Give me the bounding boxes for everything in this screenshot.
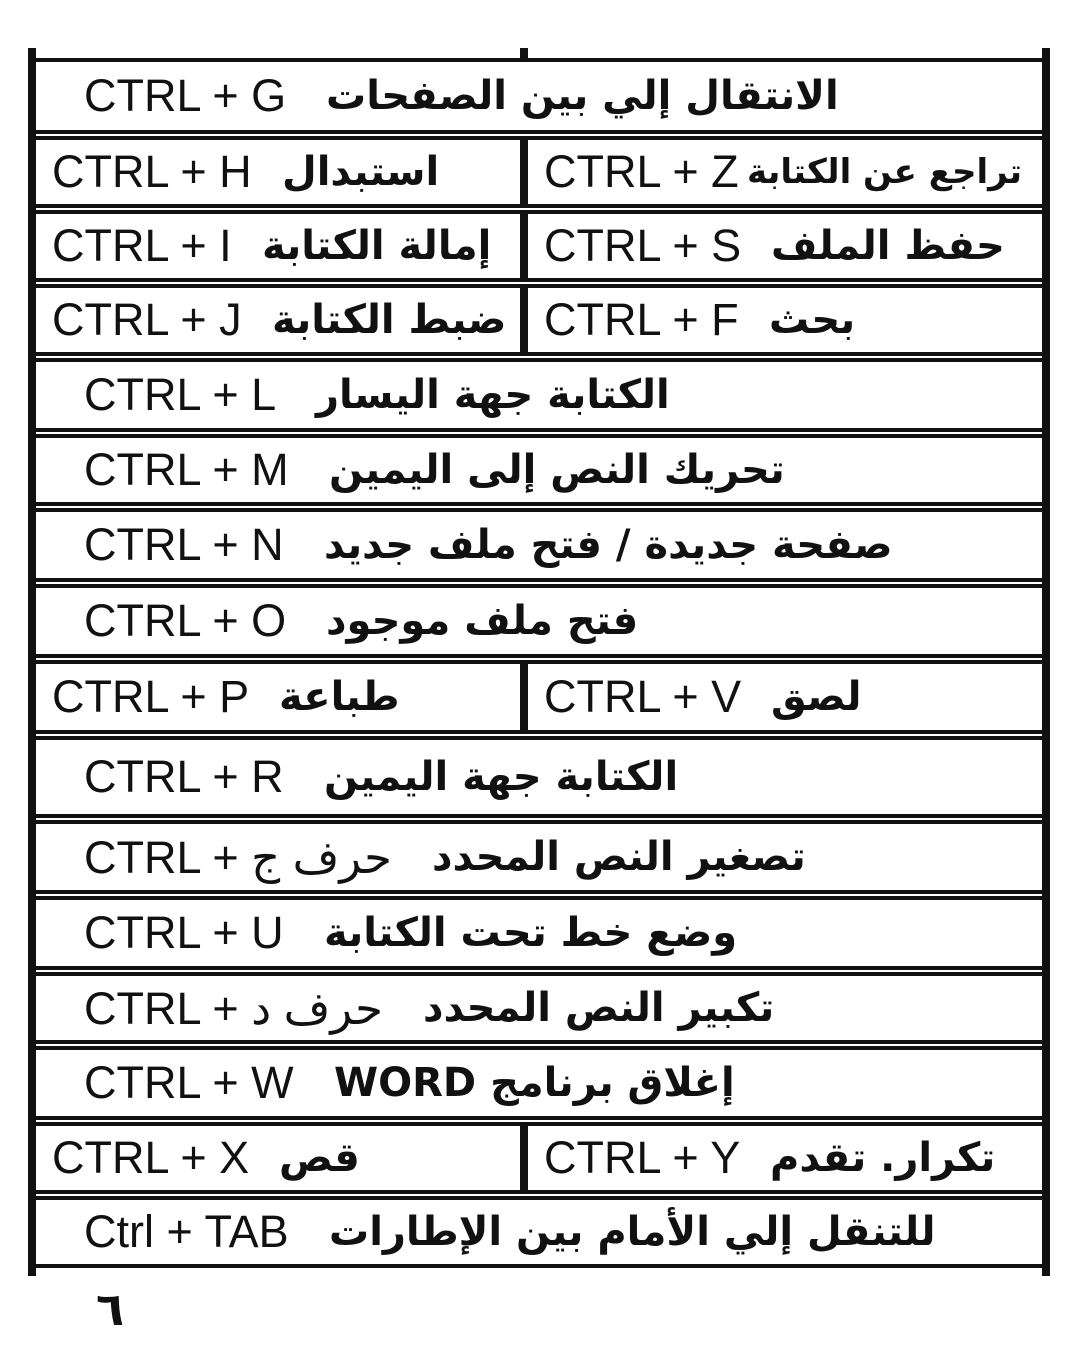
shortcut-description: الكتابة جهة اليسار <box>316 372 670 418</box>
table-row <box>28 1122 1050 1194</box>
table-cell <box>32 358 1046 432</box>
table-row <box>28 1196 1050 1268</box>
shortcut-description: لصق <box>771 674 862 720</box>
table-row <box>28 896 1050 970</box>
table-cell <box>32 58 1046 134</box>
shortcut-keys: CTRL + U <box>84 907 284 958</box>
table-cell-right <box>524 136 1046 208</box>
table-cell-right <box>524 1122 1046 1194</box>
shortcut-keys: CTRL + G <box>84 70 287 121</box>
shortcut-keys: CTRL + J <box>52 294 242 345</box>
shortcut-description: حفظ الملف <box>771 223 1005 269</box>
table-row <box>28 820 1050 894</box>
table-cell-left <box>32 136 524 208</box>
table-cell <box>32 820 1046 894</box>
table-cell-right <box>524 210 1046 282</box>
table-row <box>28 584 1050 658</box>
shortcut-keys: CTRL + H <box>52 146 252 197</box>
shortcut-description: الانتقال إلي بين الصفحات <box>326 73 839 119</box>
table-row <box>28 736 1050 818</box>
shortcut-description: وضع خط تحت الكتابة <box>324 910 738 956</box>
shortcut-keys: CTRL + Z <box>544 146 739 197</box>
table-cell <box>32 1196 1046 1268</box>
table-top-tick-middle <box>520 48 528 58</box>
table-cell <box>32 736 1046 818</box>
shortcut-description: صفحة جديدة / فتح ملف جديد <box>324 522 893 568</box>
shortcut-description: طباعة <box>279 674 400 720</box>
shortcut-description: إغلاق برنامج WORD <box>334 1060 735 1106</box>
shortcut-keys: CTRL + Y <box>544 1132 741 1183</box>
shortcut-description: بحث <box>769 297 856 343</box>
shortcut-keys: CTRL + S <box>544 220 742 271</box>
table-cell <box>32 972 1046 1044</box>
page-number: ٦ <box>96 1282 125 1336</box>
table-row <box>28 358 1050 432</box>
shortcut-keys: CTRL + حرف د <box>84 982 383 1034</box>
shortcut-description: للتنقل إلي الأمام بين الإطارات <box>329 1209 936 1255</box>
shortcut-keys: CTRL + R <box>84 751 284 802</box>
shortcut-keys: CTRL + I <box>52 220 232 271</box>
shortcut-description: تصغير النص المحدد <box>432 834 806 880</box>
shortcut-keys: CTRL + P <box>52 671 250 722</box>
shortcut-description: قص <box>279 1135 360 1181</box>
table-cell-right <box>524 284 1046 356</box>
table-cell <box>32 508 1046 582</box>
table-row <box>28 660 1050 734</box>
shortcut-table <box>28 48 1050 1276</box>
table-cell <box>32 434 1046 506</box>
table-row <box>28 210 1050 282</box>
shortcut-description: استبدال <box>282 149 440 195</box>
shortcut-description: إمالة الكتابة <box>262 223 492 269</box>
shortcut-keys: CTRL + V <box>544 671 742 722</box>
table-cell-left <box>32 660 524 734</box>
shortcut-description: تحريك النص إلى اليمين <box>329 447 785 493</box>
shortcut-keys: CTRL + O <box>84 595 287 646</box>
table-cell-left <box>32 210 524 282</box>
shortcut-keys: CTRL + N <box>84 519 284 570</box>
table-row <box>28 1046 1050 1120</box>
shortcut-description: تكرار. تقدم <box>770 1135 996 1181</box>
table-row <box>28 434 1050 506</box>
table-row <box>28 508 1050 582</box>
shortcut-description: الكتابة جهة اليمين <box>324 754 679 800</box>
table-cell-left <box>32 284 524 356</box>
shortcut-keys: CTRL + M <box>84 444 289 495</box>
shortcut-description: تكبير النص المحدد <box>423 985 775 1031</box>
table-cell-right <box>524 660 1046 734</box>
table-cell <box>32 1046 1046 1120</box>
table-cell <box>32 896 1046 970</box>
shortcut-keys: CTRL + حرف ج <box>84 831 392 883</box>
table-row <box>28 136 1050 208</box>
table-row <box>28 972 1050 1044</box>
table-row <box>28 284 1050 356</box>
shortcut-description: ضبط الكتابة <box>272 297 507 343</box>
shortcut-keys: CTRL + W <box>84 1057 294 1108</box>
shortcut-keys: CTRL + X <box>52 1132 250 1183</box>
shortcut-keys: CTRL + L <box>84 369 277 420</box>
table-row <box>28 58 1050 134</box>
shortcut-keys: Ctrl + TAB <box>84 1206 289 1257</box>
shortcut-description: تراجع عن الكتابة <box>747 152 1023 192</box>
table-cell-left <box>32 1122 524 1194</box>
shortcut-description: فتح ملف موجود <box>326 598 639 644</box>
shortcut-keys: CTRL + F <box>544 294 739 345</box>
table-cell <box>32 584 1046 658</box>
